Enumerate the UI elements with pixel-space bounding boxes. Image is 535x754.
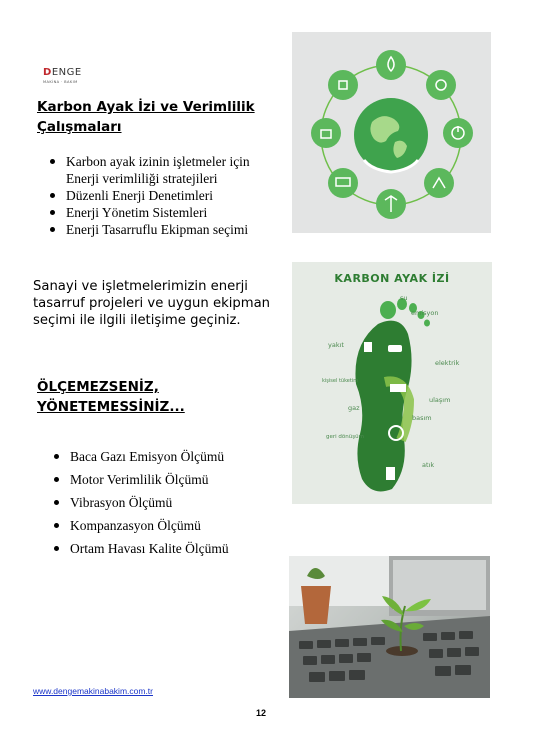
label-atik: atık [422,461,435,469]
section-heading-carbon [37,97,267,137]
company-logo [43,68,91,90]
laptop-plant-illustration [289,556,490,698]
logo-subtitle: MAKİNA · BAKIM [43,80,78,84]
label-yakit: yakıt [328,341,344,349]
green-energy-illustration [292,32,491,233]
heading-line-2: Çalışmaları [37,119,122,135]
page-number: 12 [256,708,267,718]
label-elektrik: elektrik [435,359,460,367]
label-gaz: gaz [348,404,360,412]
list-item: Enerji Yönetim Sistemleri [48,204,273,221]
list-item: Vibrasyon Ölçümü [52,494,282,511]
logo-text: ENGE [51,67,82,78]
label-kisisel-tuketim: kişisel tüketim [322,378,359,384]
label-ulasim: ulaşım [429,396,451,404]
list-item: Enerji Tasarruflu Ekipman seçimi [48,221,273,238]
laptop-plant-image [289,556,490,698]
footprint-title: KARBON AYAK İZİ [334,272,450,285]
heading-line-1: Karbon Ayak İzi ve Verimlilik [37,99,255,115]
list-item: Karbon ayak izinin işletmeler için Enerji verimliliği stratejileri [48,153,273,187]
list-item: Kompanzasyon Ölçümü [52,517,282,534]
list-item: Baca Gazı Emisyon Ölçümü [52,448,282,465]
label-basim: basım [412,414,432,422]
green-energy-image [292,32,491,233]
measurement-services-list [52,448,282,557]
logo-initial: D [43,67,52,78]
heading-line-1: ÖLÇEMEZSENİZ, [37,379,159,395]
list-item: Ortam Havası Kalite Ölçümü [52,540,282,557]
label-geri-donusum: geri dönüşüm [326,434,364,440]
footprint-illustration [292,262,492,504]
section-heading-measurement [37,377,237,417]
list-item: Motor Verimlilik Ölçümü [52,471,282,488]
contact-paragraph: Sanayi ve işletmelerimizin enerji tasarruf projeleri ve uygun ekipman seçimi ile ilgili iletişime geçiniz. [33,279,271,328]
website-link[interactable]: www.dengemakinabakim.com.tr [33,686,153,696]
list-item: Düzenli Enerji Denetimleri [48,187,273,204]
carbon-footprint-image [292,262,492,504]
label-emisyon: emisyon [411,309,439,317]
label-su: su [400,294,408,302]
heading-line-2: YÖNETEMESSİNİZ... [37,399,185,415]
carbon-services-list [48,153,273,238]
